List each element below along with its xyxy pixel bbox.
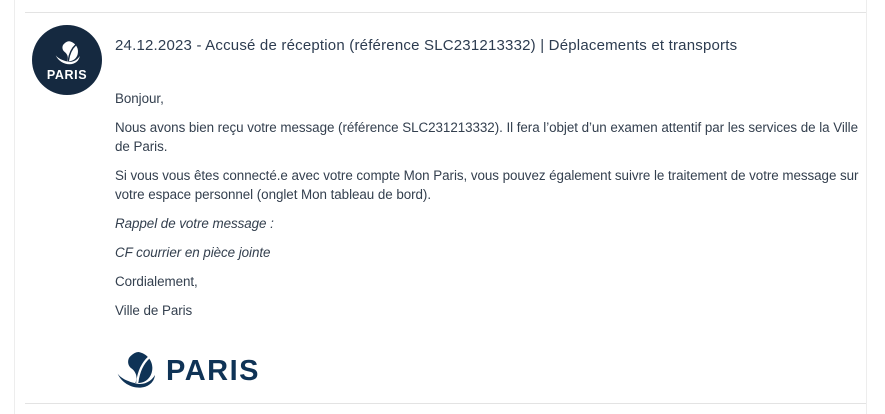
paris-sail-icon [115,350,157,392]
paris-sail-icon [54,40,81,67]
paris-roundel-logo [32,25,102,95]
paragraph-receipt: Nous avons bien reçu votre message (référence SLC231213332). Il fera l’objet d’un examen attentif par les services de la Ville de Paris. [115,120,859,154]
paris-wordmark: PARIS [166,354,260,387]
message-title: 24.12.2023 - Accusé de réception (référence SLC231213332) | Déplacements et transports [115,37,738,54]
paris-footer-logo [115,350,863,392]
avatar-label: PARIS [46,68,88,82]
signature-text: Ville de Paris [115,303,193,318]
recall-content: CF courrier en pièce jointe [115,245,271,260]
closing-text: Cordialement, [115,274,198,289]
recall-label: Rappel de votre message : [115,216,274,231]
greeting-text: Bonjour, [115,91,164,106]
left-border-line [14,0,15,414]
paragraph-mon-paris: Si vous vous êtes connecté.e avec votre compte Mon Paris, vous pouvez également suivre le traitement de votre message sur votre espace personnel (onglet Mon tableau de bord). [115,168,859,202]
right-border-line [866,0,867,414]
top-divider [25,12,866,13]
bottom-divider [25,403,866,404]
message-body [115,36,863,392]
